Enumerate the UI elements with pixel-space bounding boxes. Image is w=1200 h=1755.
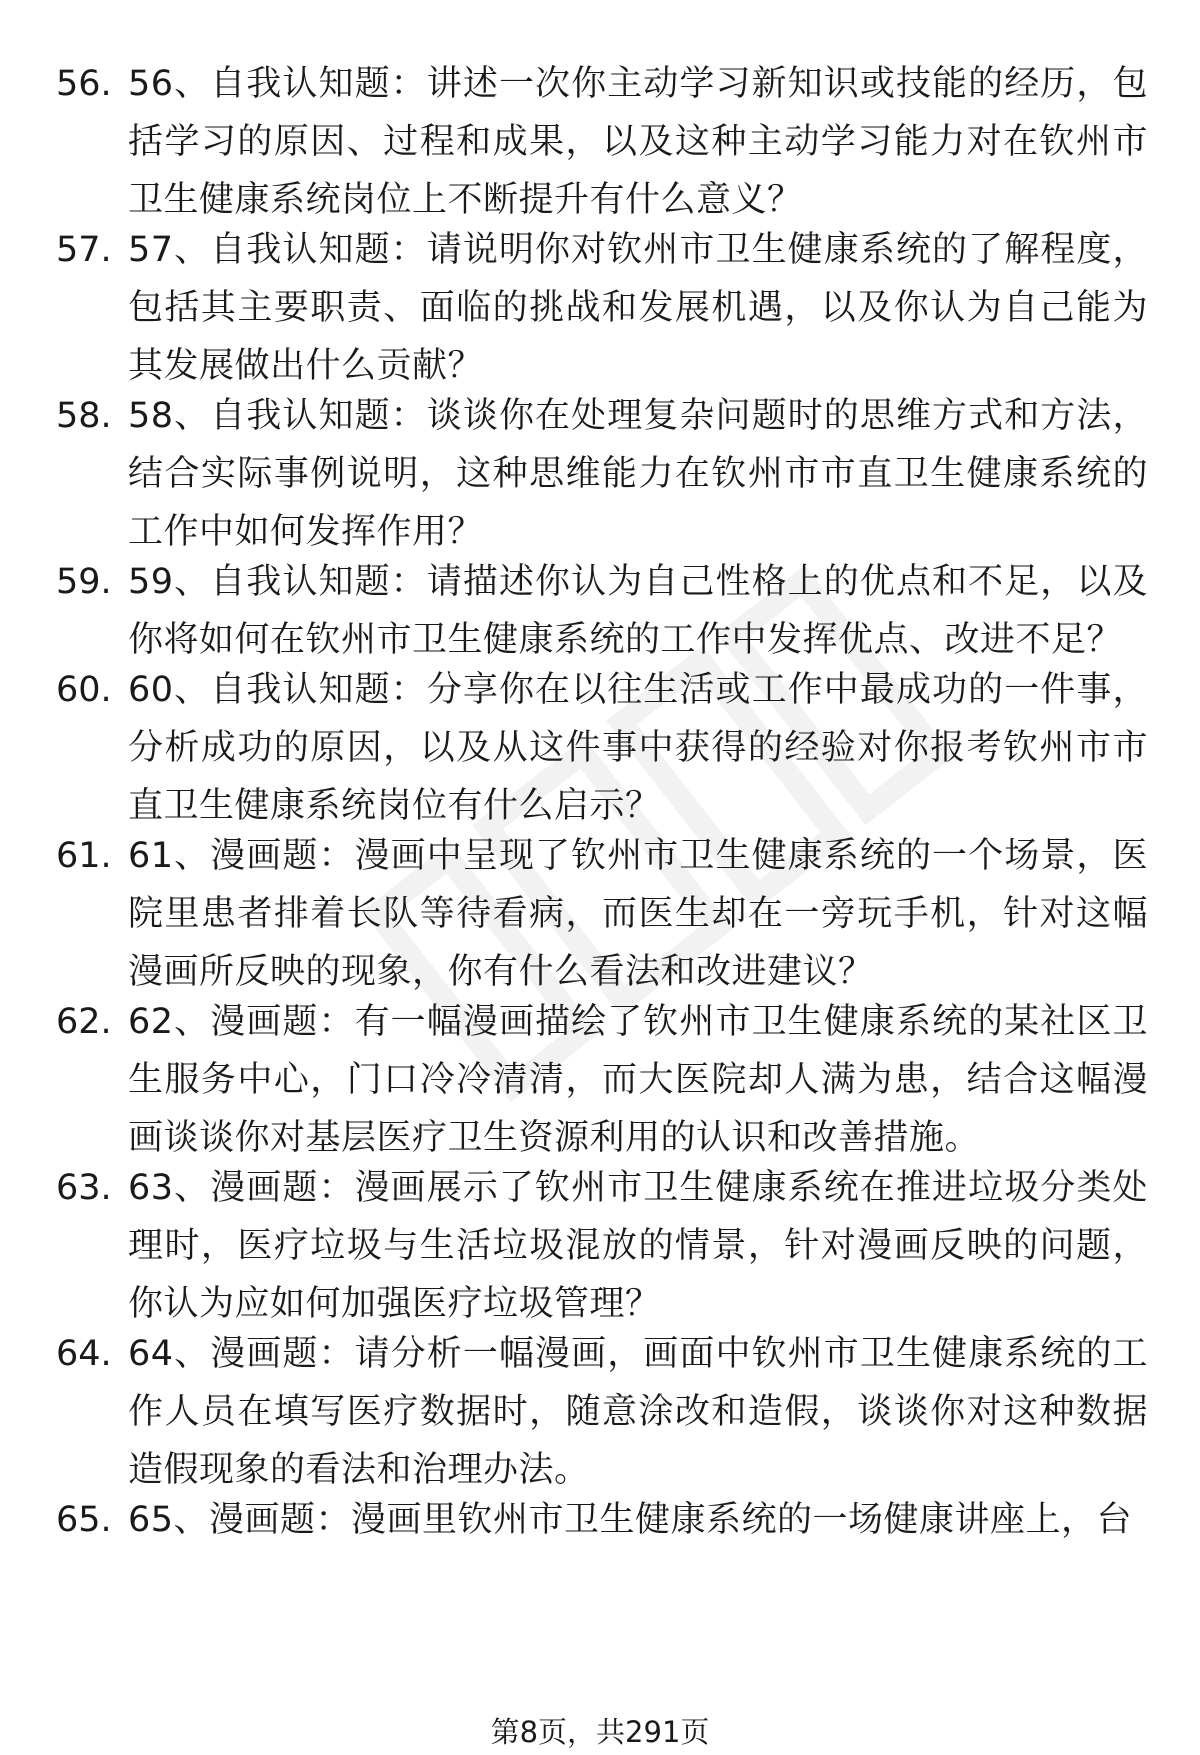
question-text: 60、自我认知题：分享你在以往生活或工作中最成功的一件事，分析成功的原因，以及从这件事中获得的经验对你报考钦州市市直卫生健康系统岗位有什么启示？ [128, 670, 1148, 826]
question-number: 58. [56, 396, 112, 436]
question-text: 61、漫画题：漫画中呈现了钦州市卫生健康系统的一个场景，医院里患者排着长队等待看病，而医生却在一旁玩手机，针对这幅漫画所反映的现象，你有什么看法和改进建议？ [128, 836, 1148, 992]
question-number: 62. [56, 1002, 112, 1042]
question-text: 58、自我认知题：谈谈你在处理复杂问题时的思维方式和方法，结合实际事例说明，这种思维能力在钦州市市直卫生健康系统的工作中如何发挥作用？ [128, 396, 1148, 552]
question-number: 65. [56, 1500, 112, 1540]
question-text: 57、自我认知题：请说明你对钦州市卫生健康系统的了解程度，包括其主要职责、面临的挑战和发展机遇，以及你认为自己能为其发展做出什么贡献？ [128, 230, 1148, 386]
question-number: 60. [56, 670, 112, 710]
question-text: 56、自我认知题：讲述一次你主动学习新知识或技能的经历，包括学习的原因、过程和成果，以及这种主动学习能力对在钦州市卫生健康系统岗位上不断提升有什么意义？ [128, 64, 1148, 220]
question-text: 59、自我认知题：请描述你认为自己性格上的优点和不足，以及你将如何在钦州市卫生健康系统的工作中发挥优点、改进不足？ [128, 562, 1148, 660]
question-number: 63. [56, 1168, 112, 1208]
question-text: 64、漫画题：请分析一幅漫画，画面中钦州市卫生健康系统的工作人员在填写医疗数据时，随意涂改和造假，谈谈你对这种数据造假现象的看法和治理办法。 [128, 1334, 1148, 1490]
question-number: 59. [56, 562, 112, 602]
question-text: 65、漫画题：漫画里钦州市卫生健康系统的一场健康讲座上，台 [128, 1500, 1133, 1540]
question-number: 64. [56, 1334, 112, 1374]
question-text: 63、漫画题：漫画展示了钦州市卫生健康系统在推进垃圾分类处理时，医疗垃圾与生活垃圾混放的情景，针对漫画反映的问题，你认为应如何加强医疗垃圾管理？ [128, 1168, 1148, 1324]
question-number: 57. [56, 230, 112, 270]
question-number: 61. [56, 836, 112, 876]
page-footer: 第8页，共291页 [490, 1715, 710, 1749]
question-text: 62、漫画题：有一幅漫画描绘了钦州市卫生健康系统的某社区卫生服务中心，门口冷冷清清，而大医院却人满为患，结合这幅漫画谈谈你对基层医疗卫生资源利用的认识和改善措施。 [128, 1002, 1148, 1158]
question-number: 56. [56, 64, 112, 104]
